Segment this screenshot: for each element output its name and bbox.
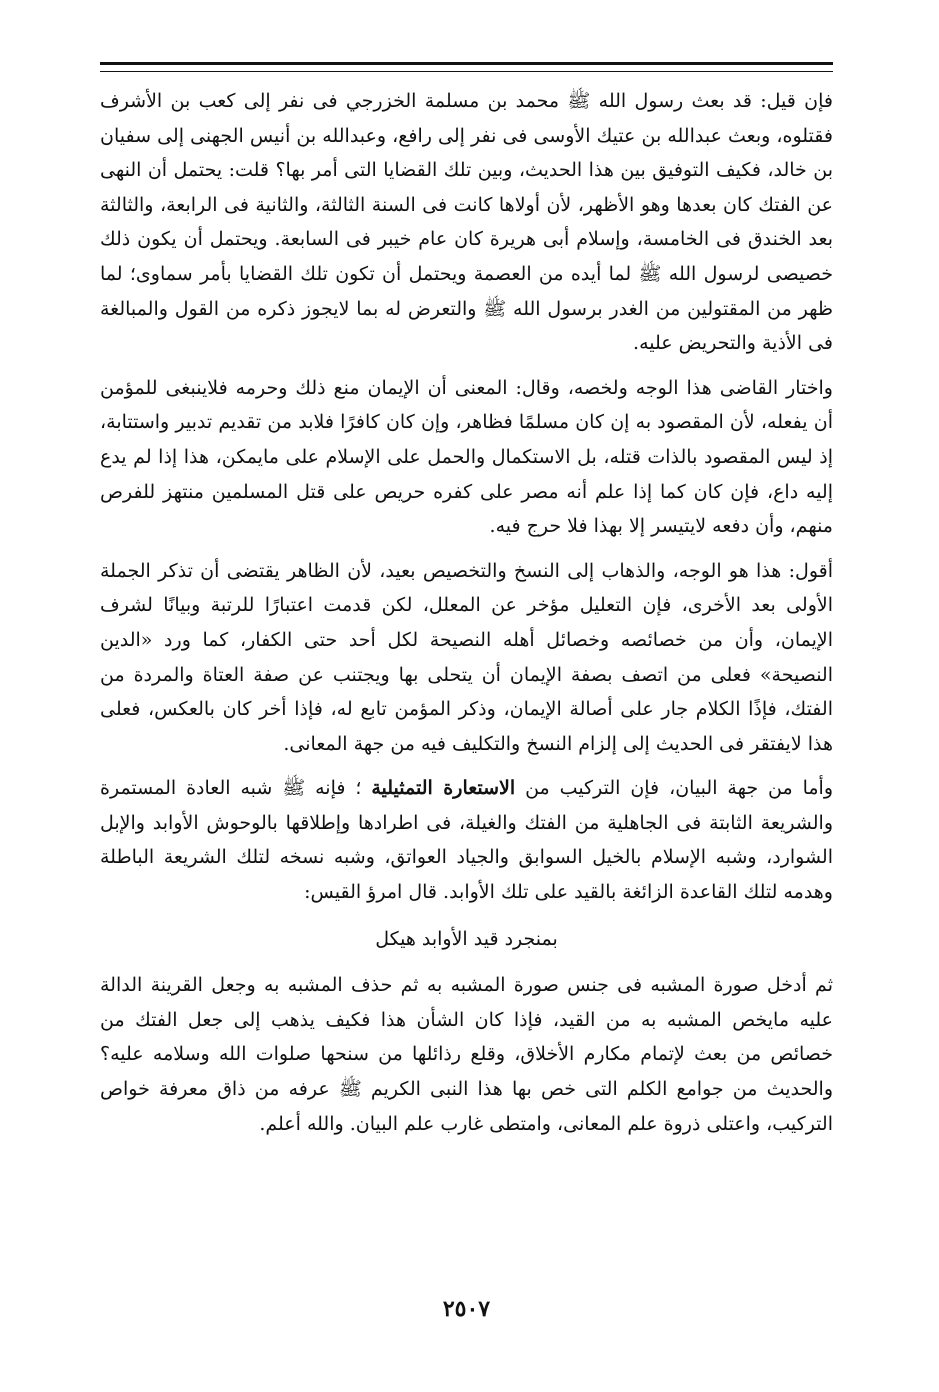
paragraph-gap	[100, 361, 833, 371]
book-page	[100, 0, 833, 1392]
paragraph-objection: فإن قيل: قد بعث رسول الله ﷺ محمد بن مسلمة الخزرجي فى نفر إلى كعب بن الأشرف فقتلوه، وبعث عبدالله بن عتيك الأوسى فى نفر إلى رافع، وعبدالله بن أنيس الجهنى إلى سفيان بن خالد، فكيف التوفيق بين هذا الحديث، وبين تلك القضايا التى أمر بها؟ قلت: يحتمل أن النهى عن الفتك كان بعدها وهو الأظهر، لأن أولاها كانت فى السنة الثالثة، والثانية فى الرابعة، والثالثة بعد الخندق فى الخامسة، وإسلام أبى هريرة كان عام خيبر فى السابعة. ويحتمل أن يكون ذلك خصيصى لرسول الله ﷺ لما أيده من العصمة ويحتمل أن تكون تلك القضايا بأمر سماوى؛ لما ظهر من المقتولين من الغدر برسول الله ﷺ والتعرض له بما لايجوز ذكره من القول والمبالغة فى الأذية والتحريض عليه.	[100, 90, 833, 355]
paragraph-gap	[100, 910, 833, 920]
page-number: ٢٥٠٧	[442, 1296, 491, 1322]
bayan-text-start: وأما من جهة البيان، فإن التركيب من	[515, 777, 834, 800]
paragraph-bayan	[100, 771, 833, 909]
bayan-text-end: ؛ فإنه ﷺ شبه العادة المستمرة والشريعة الثابتة فى الجاهلية من الفتك والغيلة، فى اطرادها وإطلاقها بالوحوش الأوابد والإبل الشوارد، وشبه الإسلام بالخيل السوابق والجياد العواتق، وشبه نسخه لتلك الشريعة الباطلة وهدمه لتلك القاعدة الزائغة بالقيد على تلك الأوابد. قال امرؤ القيس:	[100, 777, 833, 904]
paragraph-gap	[100, 958, 833, 968]
bayan-bold-term: الاستعارة التمثيلية	[371, 777, 516, 800]
header-rule-thin	[100, 71, 833, 72]
page-body	[100, 84, 833, 1141]
paragraph-aqul: أقول: هذا هو الوجه، والذهاب إلى النسخ والتخصيص بعيد، لأن الظاهر يقتضى أن تذكر الجملة الأولى بعد الأخرى، فإن التعليل مؤخر عن المعلل، لكن قدمت اعتبارًا للرتبة وبيانًا لشرف الإيمان، وأن من خصائصه وخصائل أهله النصيحة لكل أحد حتى الكفار، كما ورد «الدين النصيحة» فعلى من اتصف بصفة الإيمان أن يتحلى بها ويجتنب عن صفة العتاة والمردة من الفتك، فإذًا الكلام جار على أصالة الإيمان، وذكر المؤمن تابع له، فإذا أخر كان بالعكس، فعلى هذا لايفتقر فى الحديث إلى إلزام النسخ والتكليف فيه من جهة المعانى.	[100, 559, 833, 755]
paragraph-qadi: واختار القاضى هذا الوجه ولخصه، وقال: المعنى أن الإيمان منع ذلك وحرمه فلاينبغى للمؤمن أن يفعله، لأن المقصود به إن كان مسلمًا فظاهر، وإن كان كافرًا فلابد من تقديم تدبير واستتابة، إذ ليس المقصود بالذات قتله، بل الاستكمال والحمل على الإسلام على مايمكن، هذا إذا لم يدع إليه داع، فإن كان كما إذا علم أنه مصر على كفره حريص على قتل المسلمين منتهز للفرص منهم، وأن دفعه لايتيسر إلا بهذا فلا حرج فيه.	[100, 376, 833, 538]
paragraph-gap	[100, 761, 833, 771]
paragraph-closing: ثم أدخل صورة المشبه فى جنس صورة المشبه به ثم حذف المشبه به وجعل القرينة الدالة عليه مايخص المشبه به من القيد، فإذا كان الشأن هذا فكيف يذهب إلى جعل الفتك من خصائص من بعث لإتمام مكارم الأخلاق، وقلع رذائلها من سنحها صلوات الله وسلامه عليه؟ والحديث من جوامع الكلم التى خص بها هذا النبى الكريم ﷺ عرفه من ذاق معرفة خواص التركيب، واعتلى ذروة علم المعانى، وامتطى غارب علم البيان. والله أعلم.	[100, 974, 833, 1135]
paragraph-gap	[100, 544, 833, 554]
poetry-verse: بمنجرد قيد الأوابد هيكل	[375, 927, 558, 950]
header-rule-thick	[100, 62, 833, 65]
